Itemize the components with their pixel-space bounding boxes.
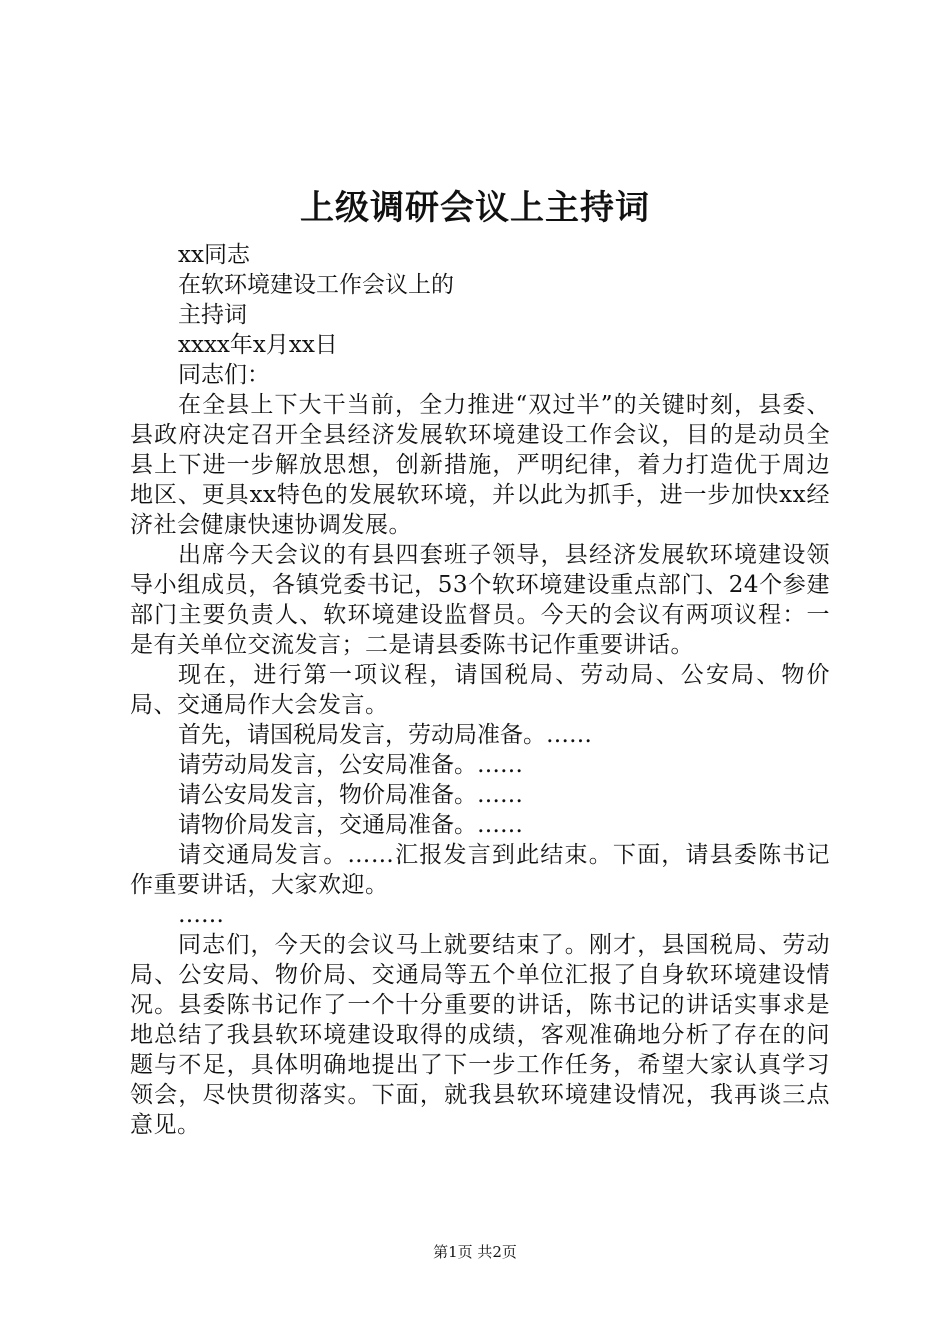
speaker-line: 请物价局发言，交通局准备。…… [178, 812, 523, 838]
speaker-line: 请劳动局发言，公安局准备。…… [178, 752, 523, 778]
occasion-line: 在软环境建设工作会议上的 [178, 272, 454, 298]
paragraph-transition: 请交通局发言。……汇报发言到此结束。下面，请县委陈书记作重要讲话，大家欢迎。 [130, 842, 830, 898]
speaker-line: 请公安局发言，物价局准备。…… [178, 782, 523, 808]
salutation-line: 同志们： [178, 362, 270, 388]
page-number-footer: 第1页 共2页 [433, 1243, 517, 1261]
doc-type-line: 主持词 [178, 302, 247, 328]
speaker-line: 首先，请国税局发言，劳动局准备。…… [178, 722, 592, 748]
recipient-line: xx同志 [178, 242, 250, 268]
document-title: 上级调研会议上主持词 [300, 188, 650, 228]
paragraph-attendees: 出席今天会议的有县四套班子领导，县经济发展软环境建设领导小组成员，各镇党委书记，53个软环境建设重点部门、24个参建部门主要负责人、软环境建设监督员。今天的会议有两项议程：一是有关单位交流发言；二是请县委陈书记作重要讲话。 [130, 542, 830, 658]
paragraph-agenda-one: 现在，进行第一项议程，请国税局、劳动局、公安局、物价局、交通局作大会发言。 [130, 662, 830, 718]
date-line: xxxx年x月xx日 [178, 332, 338, 358]
ellipsis-line: …… [178, 902, 224, 928]
paragraph-closing: 同志们，今天的会议马上就要结束了。刚才，县国税局、劳动局、公安局、物价局、交通局等五个单位汇报了自身软环境建设情况。县委陈书记作了一个十分重要的讲话，陈书记的讲话实事求是地总结了我县软环境建设取得的成绩，客观准确地分析了存在的问题与不足，具体明确地提出了下一步工作任务，希望大家认真学习领会，尽快贯彻落实。下面，就我县软环境建设情况，我再谈三点意见。 [130, 932, 830, 1138]
paragraph-opening: 在全县上下大干当前，全力推进“双过半”的关键时刻，县委、县政府决定召开全县经济发展软环境建设工作会议，目的是动员全县上下进一步解放思想，创新措施，严明纪律，着力打造优于周边地区、更具xx特色的发展软环境，并以此为抓手，进一步加快xx经济社会健康快速协调发展。 [130, 392, 830, 538]
document-body [130, 240, 830, 1140]
